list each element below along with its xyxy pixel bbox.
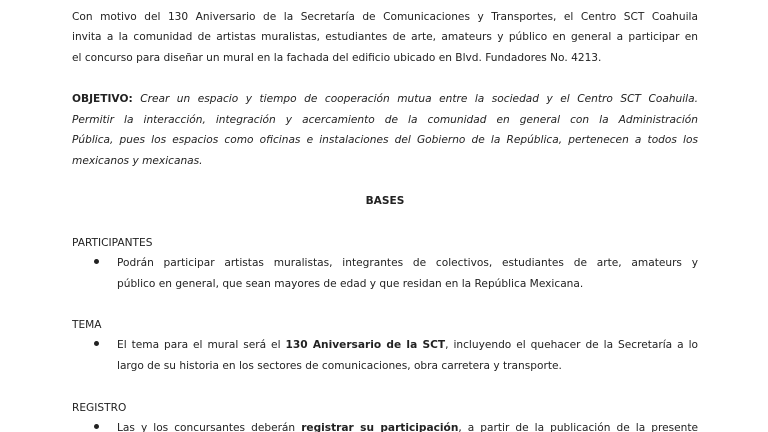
objective-label: OBJETIVO: <box>72 93 133 105</box>
tema-text-bold: 130 Aniversario de la SCT <box>285 339 446 351</box>
bullet-icon <box>94 424 99 429</box>
intro-line-3: el concurso para diseñar un mural en la fachada del edificio ubicado en Blvd. Fundadores No. 4213. <box>72 52 602 64</box>
tema-text-pre: El tema para el mural será el <box>117 339 286 351</box>
participantes-heading: PARTICIPANTES <box>72 237 153 249</box>
objective-line-1 <box>72 92 698 106</box>
tema-line-2: largo de su historia en los sectores de comunicaciones, obra carretera y transporte. <box>117 360 562 372</box>
objective-text-1: Crear un espacio y tiempo de cooperación mutua entre la sociedad y el Centro SCT Coahuila. <box>140 93 698 105</box>
registro-text-pre: Las y los concursantes deberán <box>117 422 302 432</box>
registro-text-bold: registrar su participación <box>301 422 459 432</box>
intro-line-1: Con motivo del 130 Aniversario de la Secretaría de Comunicaciones y Transportes, el Centro SCT Coahuila <box>72 11 698 23</box>
bullet-icon <box>94 259 99 264</box>
objective-line-3: Pública, pues los espacios como oficinas e instalaciones del Gobierno de la República, pertenecen a todos los <box>72 134 698 146</box>
objective-line-2: Permitir la interacción, integración y acercamiento de la comunidad en general con la Administración <box>72 114 698 126</box>
document-page <box>72 0 698 432</box>
intro-line-2: invita a la comunidad de artistas muralistas, estudiantes de arte, amateurs y público en general a participar en <box>72 31 698 43</box>
tema-line-1 <box>117 338 698 352</box>
registro-line-1 <box>117 421 698 432</box>
registro-text-post: , a partir de la publicación de la presente <box>458 422 698 432</box>
tema-text-post: , incluyendo el quehacer de la Secretaría a lo <box>445 339 698 351</box>
objective-line-4: mexicanos y mexicanas. <box>72 155 203 167</box>
participantes-line-2: público en general, que sean mayores de edad y que residan en la República Mexicana. <box>117 278 584 290</box>
bullet-icon <box>94 341 99 346</box>
registro-heading: REGISTRO <box>72 402 127 414</box>
bases-title: BASES <box>365 195 405 207</box>
participantes-line-1: Podrán participar artistas muralistas, integrantes de colectivos, estudiantes de arte, amateurs y <box>117 257 698 269</box>
tema-heading: TEMA <box>72 319 102 331</box>
